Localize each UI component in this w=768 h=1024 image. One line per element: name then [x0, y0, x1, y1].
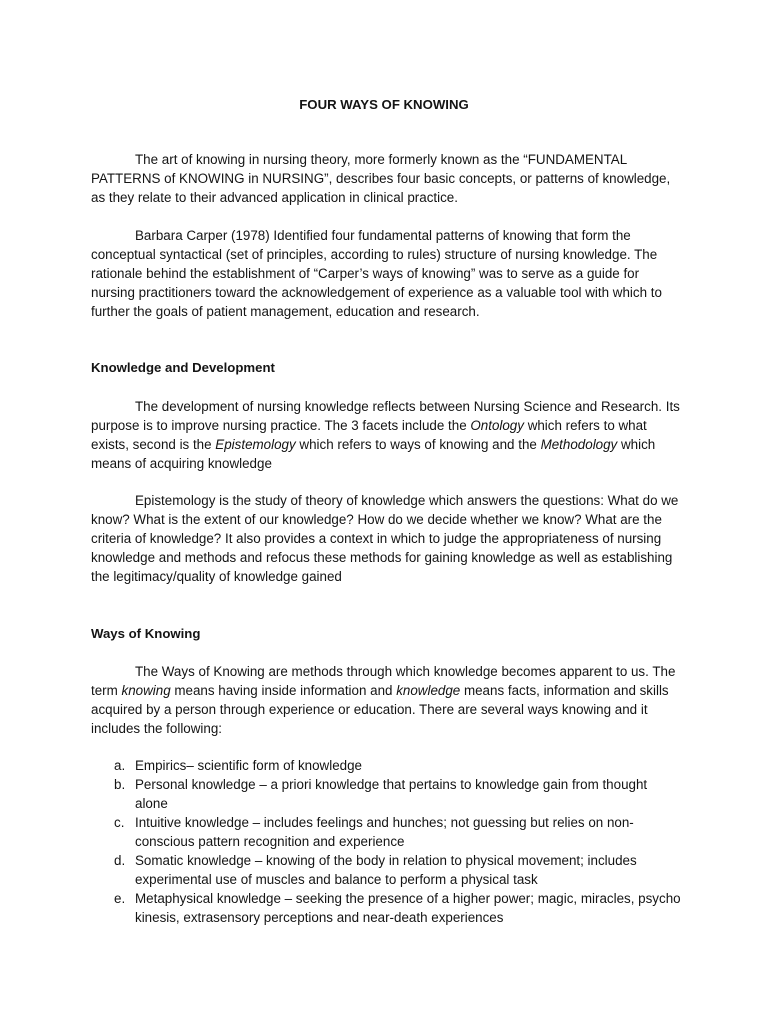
section-heading-ways-of-knowing: Ways of Knowing: [91, 626, 201, 641]
intro-paragraph-1: The art of knowing in nursing theory, more formerly known as the “FUNDAMENTAL PATTERNS of KNOWING in NURSING”, describes four basic concepts, or patterns of knowledge, as they relate to their advanced application in clinical practice.: [91, 152, 671, 205]
epistemology-term: Epistemology: [215, 437, 296, 452]
knowledge-development-paragraph-2: Epistemology is the study of theory of knowledge which answers the questions: What do we know? What is the extent of our knowledge? How do we decide whether we know? What are the criteria of knowledge? It also provides a context in which to judge the appropriateness of nursing knowledge and methods and refocus these methods for gaining knowledge as well as establishing the legitimacy/quality of knowledge gained: [91, 493, 679, 584]
methodology-term: Methodology: [540, 437, 618, 452]
list-item: [91, 756, 681, 775]
list-item-text: Somatic knowledge – knowing of the body in relation to physical movement; includes experimental use of muscles and balance to perform a physical task: [135, 853, 637, 887]
intro-paragraph-2: Barbara Carper (1978) Identified four fundamental patterns of knowing that form the conceptual syntactical (set of principles, according to rules) structure of nursing knowledge. The rationale behind the establishment of “Carper’s ways of knowing” was to serve as a guide for nursing practitioners toward the acknowledgement of experience as a valuable tool with which to further the goals of patient management, education and research.: [91, 228, 662, 319]
list-marker: d.: [114, 853, 126, 868]
text-fragment: The Ways of Knowing are methods through which knowledge becomes apparent to us. The term: [91, 664, 676, 698]
list-item: [91, 851, 681, 889]
list-marker: c.: [114, 815, 125, 830]
text-fragment: means having inside information and: [170, 683, 397, 698]
list-marker: a.: [114, 758, 126, 773]
list-item-text: Intuitive knowledge – includes feelings and hunches; not guessing but relies on non-conscious pattern recognition and experience: [135, 815, 634, 849]
list-marker: b.: [114, 777, 126, 792]
text-fragment: means facts, information and skills acquired by a person through experience or education. There are several ways knowing and it includes the following:: [91, 683, 669, 736]
list-item-text: Empirics– scientific form of knowledge: [135, 758, 362, 773]
ontology-term: Ontology: [470, 418, 524, 433]
section-heading-knowledge-development: Knowledge and Development: [91, 360, 275, 375]
list-marker: e.: [114, 891, 126, 906]
list-item-text: Personal knowledge – a priori knowledge that pertains to knowledge gain from thought alone: [135, 777, 648, 811]
page-title: FOUR WAYS OF KNOWING: [299, 97, 469, 112]
text-fragment: which means of acquiring knowledge: [91, 437, 656, 471]
text-fragment: The development of nursing knowledge reflects between Nursing Science and Research. Its purpose is to improve nursing practice. The 3 facets include the: [91, 399, 680, 433]
list-item: [91, 889, 681, 927]
list-item: [91, 775, 681, 813]
text-fragment: which refers to what exists, second is the: [91, 418, 647, 452]
knowledge-development-paragraph-1: [91, 397, 681, 473]
knowing-term: knowing: [121, 683, 171, 698]
ways-of-knowing-list: [91, 756, 681, 927]
ways-of-knowing-paragraph: [91, 662, 681, 738]
list-item-text: Metaphysical knowledge – seeking the presence of a higher power; magic, miracles, psycho kinesis, extrasensory perceptions and near-death experiences: [135, 891, 681, 925]
text-fragment: which refers to ways of knowing and the: [295, 437, 541, 452]
knowledge-term: knowledge: [396, 683, 461, 698]
list-item: [91, 813, 681, 851]
